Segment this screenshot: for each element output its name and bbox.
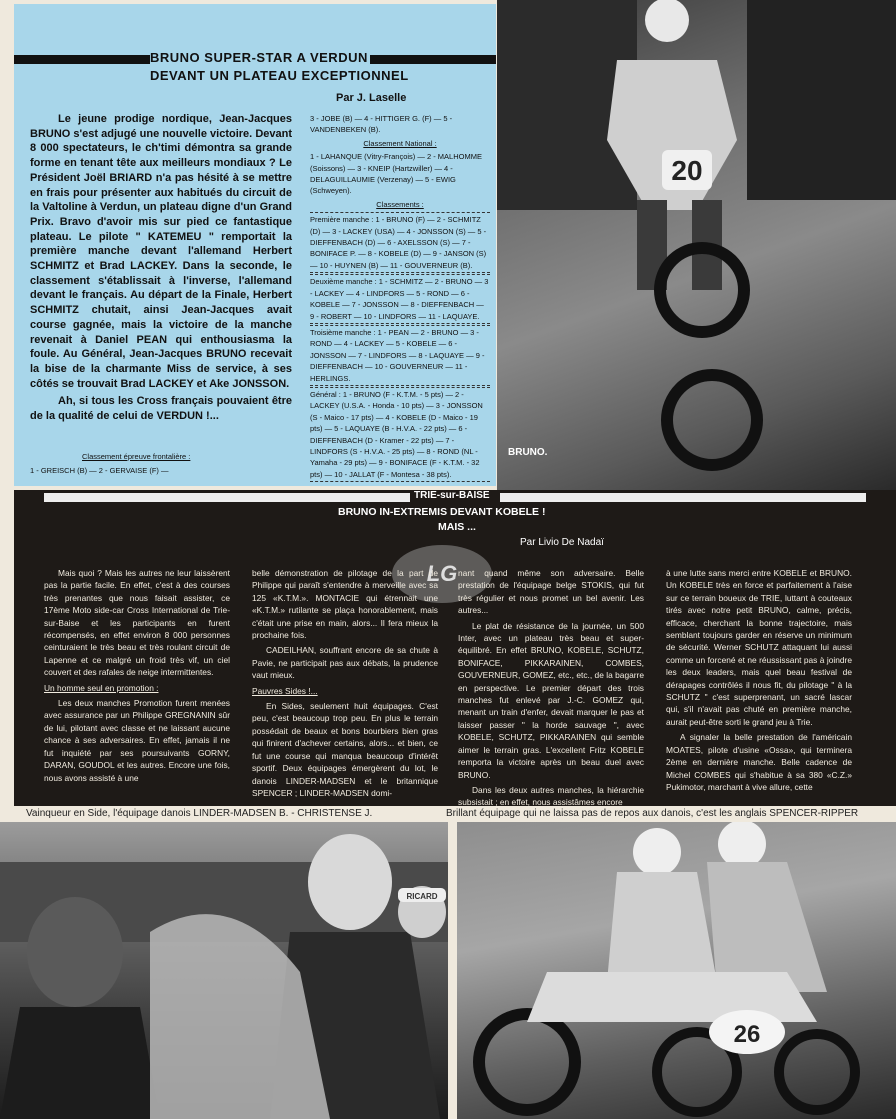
winners-illustration bbox=[0, 822, 448, 1119]
national-title: Classement National : bbox=[363, 138, 437, 148]
mid-paragraph: à une lutte sans merci entre KOBELE et BRUNO. Un KOBELE très en force et parfaitement à l'aise sur ce terrain boueux de TRIE, luttant à couteaux tirés avec notre petit BRUNO, calme, précis, efficace, cherchant la bonne trajectoire, mais semblant toujours garder en réserve un minimum de sécurité. Werner SCHUTZ attaquant lui aussi comme un forcené et ne réussissant pas à joindre les deux leaders, mais quel beau festival de dérapages contrôlés il nous fit, du pilotage " à la SCHUTZ " c'est superprenant, un sacré lascar qui, s'il n'avait pas chuté en première manche, aurait peut-être sorti le grand jeu à Trie. bbox=[666, 568, 852, 727]
mid-title-bar-left bbox=[44, 493, 410, 502]
frontier-classification-line: 1 - GREISCH (B) — 2 - GERVAISE (F) — bbox=[30, 466, 169, 475]
mid-article-subtitle: MAIS ... bbox=[438, 521, 476, 533]
title-bar-right bbox=[370, 55, 496, 64]
results-column bbox=[310, 113, 490, 483]
mid-paragraph: belle démonstration de pilotage de la part de Philippe qui paraît s'entendre à merveille avec sa 125 «K.T.M.». MONTACIE qui étrennait une «K.T.M.» rutilante se plaça honorablement, mais c'était une prise en main, alors... Il fera mieux la prochaine fois. bbox=[252, 568, 438, 641]
bike-number-top: 20 bbox=[671, 155, 703, 186]
mid-subheading: Pauvres Sides !... bbox=[252, 685, 318, 696]
classements-title: Classements : bbox=[376, 199, 424, 209]
mid-subheading: Un homme seul en promotion : bbox=[44, 682, 159, 693]
mid-article-location: TRIE-sur-BAISE bbox=[414, 490, 490, 501]
mid-paragraph: nant quand même son adversaire. Belle prestation de l'équipage belge STOKIS, qui fut très régulier et nous promet un bel avenir. Les autres... bbox=[458, 568, 644, 616]
lg-watermark-logo: LG bbox=[392, 545, 492, 603]
mid-paragraph: CADEILHAN, souffrant encore de sa chute à Pavie, ne participait pas aux débats, la prudence vaut mieux. bbox=[252, 645, 438, 681]
mid-paragraph: Le plat de résistance de la journée, un 500 Inter, avec un plateau très beau et super-équilibré. En effet BRUNO, KOBELE, SCHUTZ, BONIFACE, PIKKARAINEN, COMBES, GOUVERNEUR, GOMEZ, etc., etc., de la bagarre en perspective. Le premier départ des trois manches fut enlevé par J.-C. GOMEZ qui, menant un train d'enfer, devait marquer le pas et laisser passer " la horde sauvage ", avec KOBELE, SCHUTZ, PIKKARAINEN qui semble aimer le terrain gras. L'excellent Fritz KOBELE remporta la victoire après un beau duel avec BRUNO. bbox=[458, 620, 644, 780]
mid-paragraph: En Sides, seulement huit équipages. C'est peu, c'est beaucoup trop peu. En plus le terrain possédait de beaux et bons bourbiers bien gras qui finirent d'achever certains, alors... et bien, ce fut une course qui manqua beaucoup d'intérêt sportif. Deux équipages émergèrent du lot, le danois LINDER-MADSEN et le britannique SPENCER ; LINDER-MADSEN domi- bbox=[252, 701, 438, 798]
mid-paragraph: Les deux manches Promotion furent menées avec assurance par un Philippe GREGNANIN sûr de lui, pilotant avec classe et ne laissant aucune chance à ses adversaires. En effet, jamais il ne fut inquiété par ses poursuivants GORNY, DARAN, GOUDOL et les autres. Encore une fois, nous avons assisté à une bbox=[44, 698, 230, 783]
mid-column-2 bbox=[252, 567, 438, 802]
photo-caption-bruno: BRUNO. bbox=[508, 447, 548, 458]
sidecar-illustration bbox=[457, 822, 896, 1119]
mid-column-3 bbox=[458, 567, 644, 812]
photo-caption-right: Brillant équipage qui ne laissa pas de repos aux danois, c'est les anglais SPENCER-RIPPER bbox=[446, 808, 859, 819]
national-results: 1 - LAHANQUE (Vitry-François) — 2 - MALHOMME (Soissons) — 3 - KNEIP (Hartzwiller) — 4 - DELAGUILLAUMIE (Verzenay) — 5 - EWIG (Schweyen). bbox=[310, 152, 482, 196]
photo-sidecar-spencer bbox=[457, 822, 896, 1119]
bike-number-bottom: 26 bbox=[733, 1021, 761, 1048]
top-article-paragraph: Ah, si tous les Cross français pouvaient être de la qualité de celui de VERDUN !... bbox=[30, 395, 292, 423]
mid-title-bar-right bbox=[500, 493, 866, 502]
photo-bruno-motocross bbox=[497, 0, 896, 490]
manche-2-results: Deuxième manche : 1 - SCHMITZ — 2 - BRUNO — 3 - LACKEY — 4 - LINDFORS — 5 - ROND — 6 - KOBELE — 7 - JONSSON — 8 - DIEFFENBACH — 9 - ROBERT — 10 - LINDFORS — 11 - LAQUAYE. bbox=[310, 274, 490, 324]
photo-caption-left: Vainqueur en Side, l'équipage danois LINDER-MADSEN B. - CHRISTENSE J. bbox=[26, 808, 373, 819]
top-article-subtitle: DEVANT UN PLATEAU EXCEPTIONNEL bbox=[150, 68, 409, 83]
top-article-paragraph: Le jeune prodige nordique, Jean-Jacques BRUNO s'est adjugé une nouvelle victoire. Devant 8 000 spectateurs, le ch'timi démontra sa grande forme en tenant tête aux meilleurs mondiaux ? Le Président Joël BRIARD n'a pas hésité à se mettre en frais pour présenter aux habitués du circuit de la Valtoline à Verdun, un plateau digne d'un Grand Prix. Bravo d'avoir mis sur pied ce fantastique plateau. Le pilote " KATEMEU " remportait la première manche devant l'allemand Herbert SCHMITZ et Brad LACKEY. Dans la seconde, le classement s'établissait à l'inverse, l'allemand devant le français. Au départ de la Finale, Herbert SCHMITZ chutait, ainsi Jean-Jacques avait course gagnée, mais la victoire de la manche revenait à Daniel PEAN qui enthousiasma la foule. Au Général, Jean-Jacques BRUNO recevait la bise de la charmante Miss de service, à ses côtés se trouvait Brad LACKEY et Ake JONSSON. bbox=[30, 113, 292, 390]
manche-3-results: Troisième manche : 1 - PEAN — 2 - BRUNO — 3 - ROND — 4 - LACKEY — 5 - KOBELE — 6 - JONSSON — 7 - LINDFORS — 8 - LAQUAYE — 9 - DIEFFENBACH — 10 - GOUVERNEUR — 11 - HERLINGS. bbox=[310, 325, 490, 386]
photo-side-winners bbox=[0, 822, 448, 1119]
mid-column-4 bbox=[666, 567, 852, 796]
top-article-title: BRUNO SUPER-STAR A VERDUN bbox=[150, 50, 368, 65]
results-intro: 3 - JOBE (B) — 4 - HITTIGER G. (F) — 5 - VANDENBEKEN (B). bbox=[310, 114, 453, 135]
mid-paragraph: A signaler la belle prestation de l'américain MOATES, pilote d'usine «Ossa», qui terminera 2ème en dernière manche. Belle cadence de Michel COMBES qui s'habitue à sa 380 «C.Z.» Pukimotor, marchant à vive allure, cette bbox=[666, 732, 852, 792]
cap-ricard-text: RICARD bbox=[406, 892, 438, 901]
title-bar-left bbox=[14, 55, 150, 64]
frontier-classification-title: Classement épreuve frontalière : bbox=[82, 452, 191, 461]
motocross-rider-illustration bbox=[497, 0, 896, 490]
mid-paragraph: Mais quoi ? Mais les autres ne leur laissèrent pas la partie facile. En effet, c'est à des courses très prenantes que nous faisait assister, ce 17ème Moto side-car Cross International de Trie-sur-Baise et les participants en furent récompensés, en effet environ 8 000 personnes ceinturaient le très beau et très roulant circuit de Lapenne et ce malgré un froid très vif, un ciel couvert et des rafales de neige intermittentes. bbox=[44, 568, 230, 678]
mid-article-author: Par Livio De Nadaï bbox=[520, 537, 604, 548]
general-results: Général : 1 - BRUNO (F - K.T.M. - 5 pts) — 2 - LACKEY (U.S.A. - Honda - 10 pts) — 3 - JONSSON (S - Maico - 17 pts) — 4 - KOBELE (D - Maico - 19 pts) — 5 - LAQUAYE (B - H.V.A. - 22 pts) — 6 - DIEFFENBACH (D - Kramer - 22 pts) — 7 - LINDFORS (S - H.V.A. - 25 pts) — 8 - ROND (NL - Yamaha - 29 pts) — 9 - BONIFACE (F - K.T.M. - 32 pts) — 10 - JALLAT (F - Montesa - 38 pts). bbox=[310, 387, 490, 482]
top-article-body bbox=[30, 112, 292, 427]
manche-1-results: Première manche : 1 - BRUNO (F) — 2 - SCHMITZ (D) — 3 - LACKEY (USA) — 4 - JONSSON (S) — 5 - DIEFFENBACH (D) — 6 - AXELSSON (S) — 7 - BONIFACE P. — 8 - KOBELE (D) — 9 - JANSON (S) — 10 - HUYNEN (B) — 11 - GOUVERNEUR (B). bbox=[310, 212, 490, 273]
mid-article-title: BRUNO IN-EXTREMIS DEVANT KOBELE ! bbox=[338, 506, 546, 518]
mid-paragraph: Dans les deux autres manches, la hiérarchie subsistait ; en effet, nous assistâmes encore bbox=[458, 784, 644, 808]
top-article-author: Par J. Laselle bbox=[336, 92, 407, 104]
mid-column-1 bbox=[44, 567, 230, 787]
